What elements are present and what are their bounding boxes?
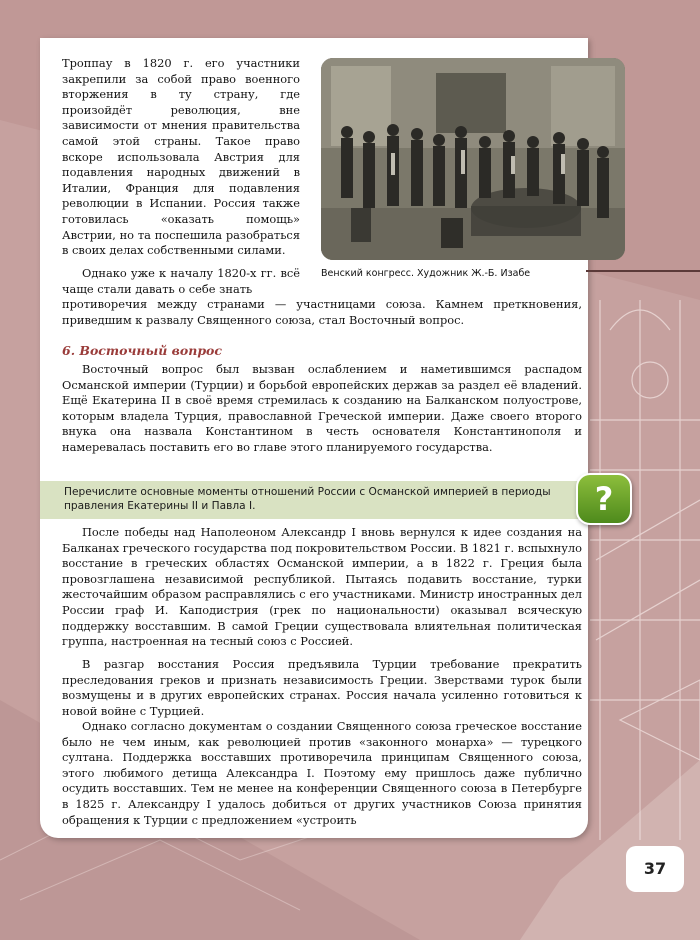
page-number: 37 (626, 846, 684, 892)
paragraph-contradictions-start: Однако уже к началу 1820-х гг. всё чаще стали давать о себе знать (62, 266, 300, 296)
caption-divider (586, 270, 700, 272)
figure-caption: Венский конгресс. Художник Ж.-Б. Изабе (321, 268, 531, 279)
section-heading: 6. Восточный вопрос (62, 343, 223, 358)
paragraph-troppau: Троппау в 1820 г. его участники закрепили за собой право военного вторжения в ту страну, где произойдёт революция, вне зависимости от мнения правительства самой этой страны. Такое право вскоре использовала Австрия для подавления народных движений в Италии, Франция для подавления революции в Испании. Россия также готовилась «оказать помощь» Австрии, но та поспешила разобраться в своих делах собственными силами. (62, 56, 300, 258)
vienna-congress-painting (321, 58, 625, 260)
question-mark-icon: ? (576, 473, 632, 525)
paragraph-russia-demand: В разгар восстания Россия предъявила Турции требование прекратить преследования греков и признать независимость Греции. Зверствами турок были возмущены и в других европейских странах. Россия начала усиленно готовиться к новой войне с Турцией. (62, 657, 582, 718)
paragraph-greek-uprising: После победы над Наполеоном Александр I вновь вернулся к идее создания на Балканах греческого государства под покровительством России. В 1821 г. вспыхнуло восстание в греческих областях Османской империи, а в 1822 г. Греция была провозглашена независимой республикой. Пытаясь подавить восстание, турки жесточайшим образом расправлялись с его участниками. Министр иностранных дел России граф И. Каподистрия (грек по национальности) оказывал всяческую поддержку восставшим. В самой Греции существовала влиятельная политическая группа, настроенная на тесный союз с Россией. (62, 525, 582, 649)
paragraph-eastern-question: Восточный вопрос был вызван ослаблением и наметившимся распадом Османской империи (Турции) и борьбой европейских держав за раздел её владений. Ещё Екатерина II в своё время стремилась к созданию на Балканском полуострове, которым владела Турция, православной Греческой империи. Даже своего второго внука она назвала Константином в честь основателя Константинополя и намеревалась поставить его во главе этого планируемого государства. (62, 362, 582, 454)
paragraph-holy-alliance: Однако согласно документам о создании Священного союза греческое восстание было не чем иным, как революцией против «законного монарха» — турецкого султана. Поддержка восставших противоречила принципам Священного союза, этого любимого детища Александра I. Поэтому ему пришлось даже публично осудить восставших. Тем не менее на конференции Священного союза в Петербурге в 1825 г. Александру I удалось добиться от других участников Союза принятия обращения к Турции с предложением «устроить (62, 719, 582, 827)
paragraph-contradictions-end: противоречия между странами — участницами союза. Камнем преткновения, приведшим к развалу Священного союза, стал Восточный вопрос. (62, 297, 582, 327)
question-text: Перечислите основные моменты отношений России с Османской империей в периоды правления Екатерины II и Павла I. (64, 486, 551, 512)
